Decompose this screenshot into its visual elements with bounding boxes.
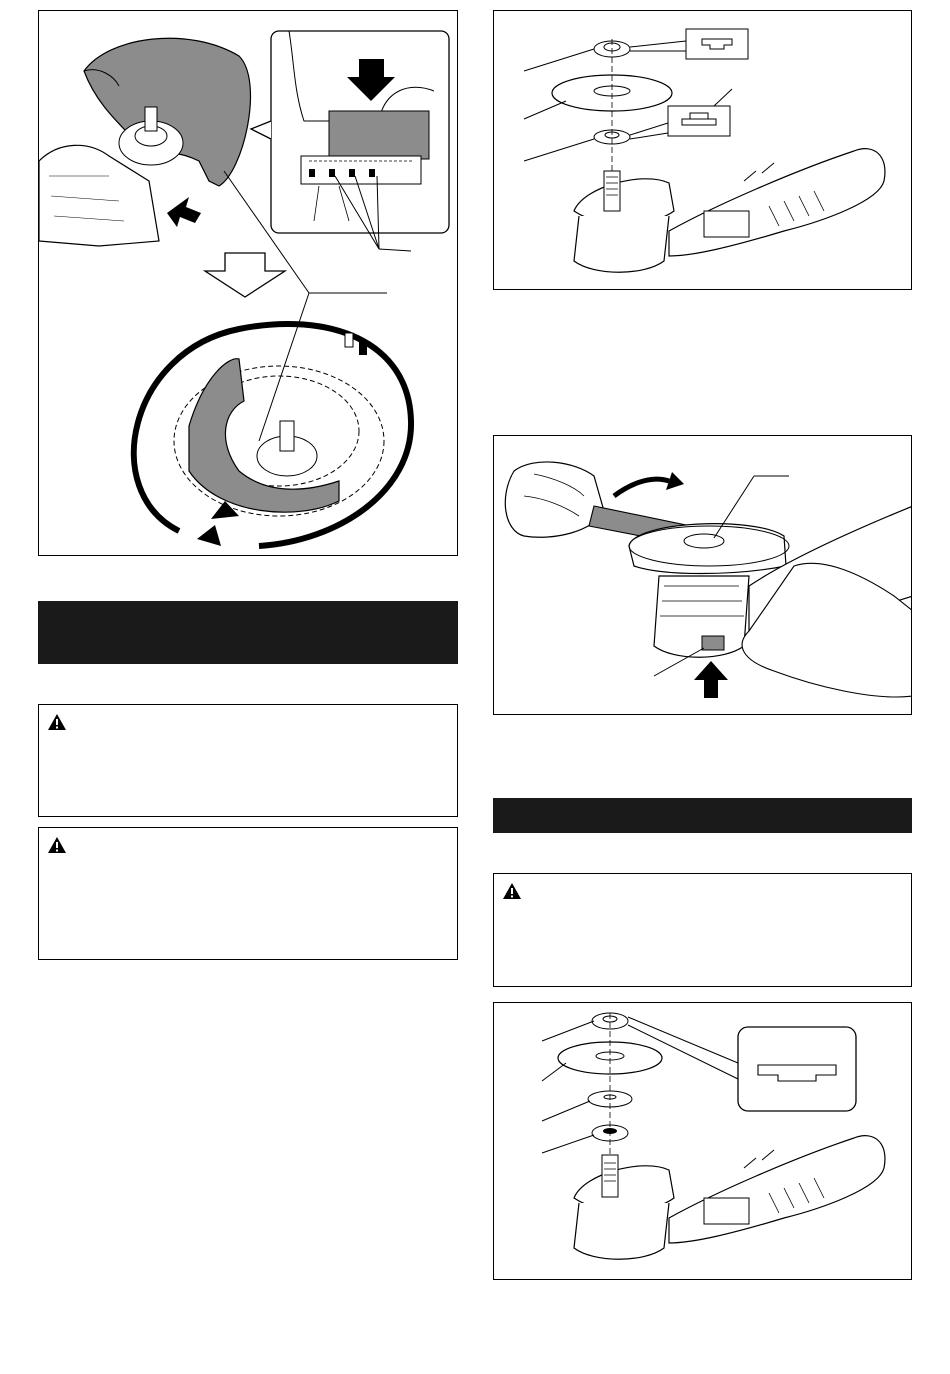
guard-installation-figure	[38, 10, 458, 556]
warning-box-3	[493, 873, 912, 987]
lock-nut-wrench-illustration	[494, 436, 912, 715]
warning-triangle-icon	[47, 713, 67, 731]
warning-box-2	[38, 827, 458, 960]
flex-wheel-mounting-figure	[493, 1002, 912, 1280]
guard-installation-illustration	[39, 11, 458, 556]
warning-triangle-icon	[502, 882, 522, 900]
wheel-mounting-illustration	[494, 11, 912, 290]
warning-triangle-icon	[47, 836, 67, 854]
wheel-mounting-figure	[493, 10, 912, 290]
warning-box-1	[38, 704, 458, 817]
section-header-bar-right	[493, 798, 912, 833]
section-header-bar-left	[38, 601, 458, 664]
lock-nut-wrench-figure	[493, 435, 912, 715]
flex-wheel-mounting-illustration	[494, 1003, 912, 1280]
